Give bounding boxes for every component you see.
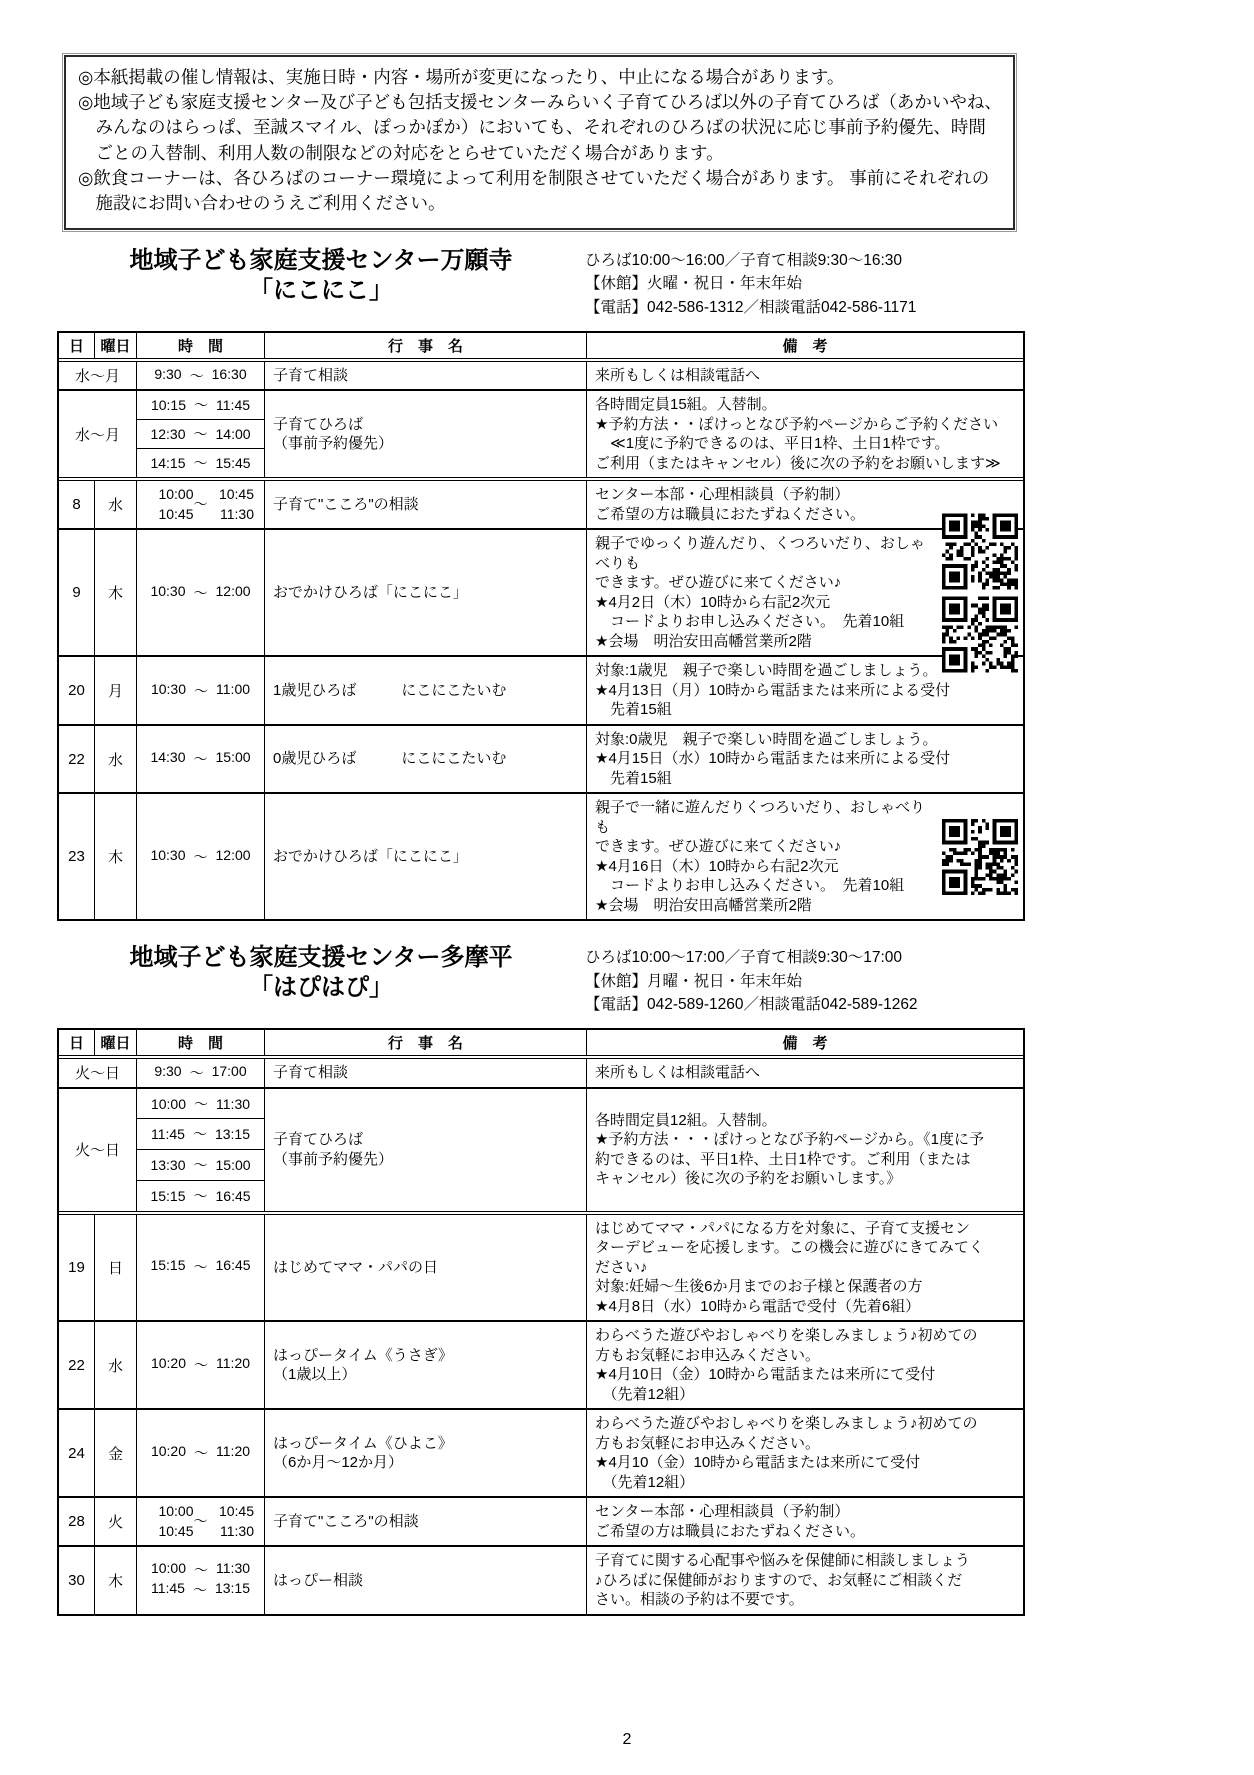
remark-line: 対象:1歳児 親子で楽しい時間を過ごしましょう。 — [595, 662, 938, 680]
remark-line: 子育てに関する心配事や悩みを保健師に相談しましょう — [595, 1552, 971, 1570]
table-row — [59, 1410, 1023, 1498]
remark-cell — [587, 794, 1023, 919]
time-cell: 10:00 10:45 ～ 10:45 11:30 — [137, 1498, 265, 1545]
remark-line: 先着15組 — [595, 701, 672, 719]
table-row — [59, 530, 1023, 657]
section-title-line2: 「にこにこ」 — [249, 277, 393, 305]
weekday-cell: 金 — [95, 1410, 137, 1496]
event-name-line: （6か月～12か月） — [273, 1454, 404, 1472]
table-row — [59, 794, 1023, 919]
remark-line: 対象:妊婦～生後6か月までのお子様と保護者の方 — [595, 1278, 923, 1296]
remark-cell — [587, 530, 1023, 655]
time-slot: 10:00 ～ 11:30 — [137, 1089, 264, 1120]
remark-line: ★4月15日（水）10時から電話または来所による受付 — [595, 750, 951, 768]
time-cell: 10:30 ～ 12:00 — [137, 794, 265, 919]
column-header: 備 考 — [782, 337, 828, 355]
weekday-cell: 木 — [95, 794, 137, 919]
table-row — [59, 726, 1023, 795]
section-info — [585, 246, 1025, 319]
event-name-cell — [265, 530, 587, 655]
event-name-line: （1歳以上） — [273, 1366, 357, 1384]
table-row — [59, 1089, 1023, 1215]
remark-line: 各時間定員12組。入替制。 — [595, 1111, 777, 1129]
remark-cell — [587, 1089, 1023, 1211]
remark-line: ターデビューを応援します。この機会に遊びにきてみてく — [595, 1239, 984, 1257]
remark-line: さい。相談の予約は不要です。 — [595, 1591, 804, 1609]
qr-code-image — [942, 819, 1018, 895]
event-name-cell — [265, 1498, 587, 1545]
notice-item: ◎本紙掲載の催し情報は、実施日時・内容・場所が変更になったり、中止になる場合があります。 — [78, 67, 845, 87]
table-header-row — [59, 1030, 1023, 1059]
weekday-cell: 火 — [95, 1498, 137, 1545]
remark-line: キャンセル）後に次の予約をお願いします。》 — [595, 1170, 902, 1188]
remark-line: ≪1度に予約できるのは、平日1枠、土日1枠です。 — [595, 435, 950, 453]
remark-line: わらべうた遊びやおしゃべりを楽しみましょう♪初めての — [595, 1415, 978, 1433]
section-info-line: ひろば10:00～16:00／子育て相談9:30～16:30 — [585, 252, 903, 270]
column-header: 備 考 — [782, 1035, 828, 1053]
remark-line: （先着12組） — [595, 1473, 695, 1491]
time-slot: 12:30 ～ 14:00 — [137, 420, 264, 449]
section-title — [57, 943, 585, 1016]
event-name-line: 子育て"こころ"の相談 — [273, 1512, 419, 1530]
section-title — [57, 246, 585, 319]
time-cell: 10:00 ～ 11:30 11:45 ～ 13:15 — [137, 1547, 265, 1614]
event-name-cell — [265, 657, 587, 724]
weekday-cell: 水 — [95, 481, 137, 528]
day-cell: 8 — [59, 481, 95, 528]
remark-line: ★会場 明治安田高幡営業所2階 — [595, 896, 812, 914]
remark-line: ♪ひろばに保健師がおりますので、お気軽にご相談くだ — [595, 1571, 963, 1589]
time-slot: 14:15 ～ 15:45 — [150, 455, 251, 472]
event-name-line: （事前予約優先） — [273, 435, 394, 453]
day-cell: 水～月 — [59, 362, 137, 390]
table-row — [59, 481, 1023, 530]
remark-cell — [587, 362, 1023, 390]
qr-code-group — [942, 819, 1018, 895]
event-name-line: おでかけひろば「にこにこ」 — [273, 584, 468, 602]
event-name-line: 0歳児ひろば にこにこたいむ — [273, 750, 507, 768]
section-header-tamadaira — [57, 943, 1025, 1016]
event-name-cell — [265, 481, 587, 528]
time-slot: 10:15 ～ 11:45 — [137, 391, 264, 420]
day-cell: 9 — [59, 530, 95, 655]
weekday-cell: 木 — [95, 1547, 137, 1614]
remark-line: コードよりお申し込みください。 先着10組 — [595, 877, 905, 895]
schedule-table-nikoniko — [57, 331, 1025, 922]
qr-code-group — [942, 513, 1018, 672]
schedule-table-hapihapi — [57, 1028, 1025, 1616]
day-cell: 19 — [59, 1215, 95, 1321]
day-cell: 20 — [59, 657, 95, 724]
remark-line: ★4月16日（木）10時から右記2次元 — [595, 857, 839, 875]
remark-line: ★予約方法・・・ぽけっとなび予約ページから。《1度に予 — [595, 1131, 984, 1149]
column-header: 時 間 — [137, 333, 265, 358]
remark-cell — [587, 657, 1023, 724]
weekday-cell: 水 — [95, 726, 137, 793]
remark-line: ★会場 明治安田高幡営業所2階 — [595, 632, 812, 650]
event-name-line: 子育てひろば — [273, 415, 364, 433]
table-header-row — [59, 333, 1023, 362]
remark-cell — [587, 1498, 1023, 1545]
section-header-mangan-ji — [57, 246, 1025, 319]
section-info-line: 【電話】042-586-1312／相談電話042-586-1171 — [585, 298, 917, 316]
remark-line: 来所もしくは相談電話へ — [595, 1064, 761, 1082]
day-cell: 23 — [59, 794, 95, 919]
remark-line: 方もお気軽にお申込みください。 — [595, 1346, 821, 1364]
remark-line: センター本部・心理相談員（予約制） — [595, 1503, 850, 1521]
day-cell: 30 — [59, 1547, 95, 1614]
day-cell: 22 — [59, 1322, 95, 1408]
event-name-line: 1歳児ひろば にこにこたいむ — [273, 681, 507, 699]
remark-cell — [587, 391, 1023, 477]
remark-line: はじめてママ・パパになる方を対象に、子育て支援セン — [595, 1219, 971, 1237]
event-name-cell — [265, 726, 587, 793]
event-name-line: はっぴータイム《うさぎ》 — [273, 1346, 453, 1364]
column-header: 時 間 — [137, 1030, 265, 1055]
time-cell — [137, 391, 265, 477]
qr-code-image — [942, 513, 1018, 589]
section-info — [585, 943, 1025, 1016]
event-name-cell — [265, 362, 587, 390]
table-row — [59, 1498, 1023, 1547]
remark-line: 先着15組 — [595, 769, 672, 787]
day-cell: 水～月 — [59, 391, 137, 477]
time-slot: 11:45 ～ 13:15 — [137, 1119, 264, 1150]
remark-line: 対象:0歳児 親子で楽しい時間を過ごしましょう。 — [595, 730, 938, 748]
section-title-line1: 地域子ども家庭支援センター多摩平 — [129, 944, 513, 972]
time-cell: 10:00 10:45 ～ 10:45 11:30 — [137, 481, 265, 528]
notice-item: ◎地域子ども家庭支援センター及び子ども包括支援センターみらいく子育てひろば以外の子育てひろば（あかいやね、みんなのはらっぱ、至誠スマイル、ぽっかぽか）においても、それぞれのひろばの状況に応じ事前予約優先、時間ごとの入替制、利用人数の制限などの対応をとらせていただく場合があります。 — [78, 92, 1002, 163]
section-info-line: 【休館】火曜・祝日・年末年始 — [585, 275, 803, 293]
time-cell: 10:30 ～ 11:00 — [137, 657, 265, 724]
remark-line: 約できるのは、平日1枠、土日1枠です。ご利用（または — [595, 1150, 971, 1168]
event-name-cell — [265, 1059, 587, 1087]
time-cell: 15:15 ～ 16:45 — [137, 1215, 265, 1321]
time-cell: 9:30 ～ 16:30 — [137, 362, 265, 390]
remark-line: ★4月13日（月）10時から電話または来所による受付 — [595, 681, 951, 699]
remark-line: ★予約方法・・ぽけっとなび予約ページからご予約ください — [595, 415, 999, 433]
remark-line: できます。ぜひ遊びに来てください♪ — [595, 838, 842, 856]
table-row — [59, 1059, 1023, 1089]
remark-line: ご利用（またはキャンセル）後に次の予約をお願いします≫ — [595, 454, 1001, 472]
column-header: 行 事 名 — [265, 333, 587, 358]
table-row — [59, 362, 1023, 392]
notice-box — [64, 55, 1015, 230]
weekday-cell: 月 — [95, 657, 137, 724]
time-slot: 13:30 ～ 15:00 — [137, 1150, 264, 1181]
remark-line: ★4月10日（金）10時から電話または来所にて受付 — [595, 1366, 936, 1384]
event-name-cell — [265, 794, 587, 919]
event-name-line: おでかけひろば「にこにこ」 — [273, 848, 468, 866]
remark-line: 来所もしくは相談電話へ — [595, 366, 761, 384]
table-row — [59, 657, 1023, 726]
remark-line: ★4月10（金）10時から電話または来所にて受付 — [595, 1454, 921, 1472]
remark-line: ださい♪ — [595, 1258, 648, 1276]
event-name-cell — [265, 1410, 587, 1496]
time-cell: 10:20 ～ 11:20 — [137, 1322, 265, 1408]
day-cell: 22 — [59, 726, 95, 793]
time-slot: 15:15 ～ 16:45 — [150, 1187, 251, 1204]
remark-line: 親子でゆっくり遊んだり、くつろいだり、おしゃべりも — [595, 535, 925, 572]
remark-line: 親子で一緒に遊んだりくつろいだり、おしゃべりも — [595, 799, 926, 836]
event-name-line: はじめてママ・パパの日 — [273, 1258, 439, 1276]
weekday-cell: 日 — [95, 1215, 137, 1321]
time-cell: 10:20 ～ 11:20 — [137, 1410, 265, 1496]
section-title-line2: 「はぴはぴ」 — [249, 974, 393, 1002]
day-cell: 火～日 — [59, 1089, 137, 1211]
event-name-cell — [265, 1089, 587, 1211]
remark-cell — [587, 1410, 1023, 1496]
day-cell: 火～日 — [59, 1059, 137, 1087]
column-header: 日 — [59, 333, 95, 358]
notice-item: ◎飲食コーナーは、各ひろばのコーナー環境によって利用を制限させていただく場合があります。 事前にそれぞれの施設にお問い合わせのうえご利用ください。 — [78, 167, 990, 213]
event-name-cell — [265, 1322, 587, 1408]
event-name-line: 子育て"こころ"の相談 — [273, 496, 419, 514]
time-cell: 10:30 ～ 12:00 — [137, 530, 265, 655]
column-header: 曜日 — [95, 1030, 137, 1055]
column-header: 行 事 名 — [265, 1030, 587, 1055]
event-name-cell — [265, 1547, 587, 1614]
remark-line: ★4月2日（木）10時から右記2次元 — [595, 593, 831, 611]
time-cell: 9:30 ～ 17:00 — [137, 1059, 265, 1087]
remark-line: ご希望の方は職員におたずねください。 — [595, 505, 866, 523]
day-cell: 24 — [59, 1410, 95, 1496]
remark-line: 各時間定員15組。入替制。 — [595, 396, 777, 414]
day-cell: 28 — [59, 1498, 95, 1545]
remark-line: ★4月8日（水）10時から電話で受付（先着6組） — [595, 1297, 921, 1315]
remark-line: ご希望の方は職員におたずねください。 — [595, 1522, 866, 1540]
remark-cell — [587, 1059, 1023, 1087]
time-cell: 14:30 ～ 15:00 — [137, 726, 265, 793]
table-row — [59, 1322, 1023, 1410]
remark-line: コードよりお申し込みください。 先着10組 — [595, 613, 905, 631]
time-cell — [137, 1089, 265, 1211]
section-info-line: 【休館】月曜・祝日・年末年始 — [585, 972, 803, 990]
remark-line: （先着12組） — [595, 1385, 695, 1403]
remark-line: センター本部・心理相談員（予約制） — [595, 486, 850, 504]
event-name-cell — [265, 391, 587, 477]
remark-line: できます。ぜひ遊びに来てください♪ — [595, 574, 842, 592]
page-content — [57, 55, 1025, 1616]
column-header: 曜日 — [95, 333, 137, 358]
event-name-line: 子育て相談 — [273, 366, 349, 384]
section-info-line: 【電話】042-589-1260／相談電話042-589-1262 — [585, 995, 918, 1013]
remark-cell — [587, 1322, 1023, 1408]
table-row — [59, 1547, 1023, 1614]
weekday-cell: 木 — [95, 530, 137, 655]
remark-cell — [587, 726, 1023, 793]
remark-cell — [587, 1547, 1023, 1614]
event-name-cell — [265, 1215, 587, 1321]
event-name-line: はっぴー相談 — [273, 1571, 364, 1589]
remark-line: わらべうた遊びやおしゃべりを楽しみましょう♪初めての — [595, 1327, 978, 1345]
page-number: 2 — [622, 1731, 632, 1748]
event-name-line: 子育てひろば — [273, 1131, 364, 1149]
remark-cell — [587, 1215, 1023, 1321]
remark-line: 方もお気軽にお申込みください。 — [595, 1434, 821, 1452]
section-title-line1: 地域子ども家庭支援センター万願寺 — [129, 247, 513, 275]
event-name-line: はっぴータイム《ひよこ》 — [273, 1434, 453, 1452]
table-row — [59, 1215, 1023, 1323]
table-row — [59, 391, 1023, 481]
weekday-cell: 水 — [95, 1322, 137, 1408]
event-name-line: 子育て相談 — [273, 1064, 349, 1082]
column-header: 日 — [59, 1030, 95, 1055]
event-name-line: （事前予約優先） — [273, 1150, 394, 1168]
section-info-line: ひろば10:00～17:00／子育て相談9:30～17:00 — [585, 949, 903, 967]
